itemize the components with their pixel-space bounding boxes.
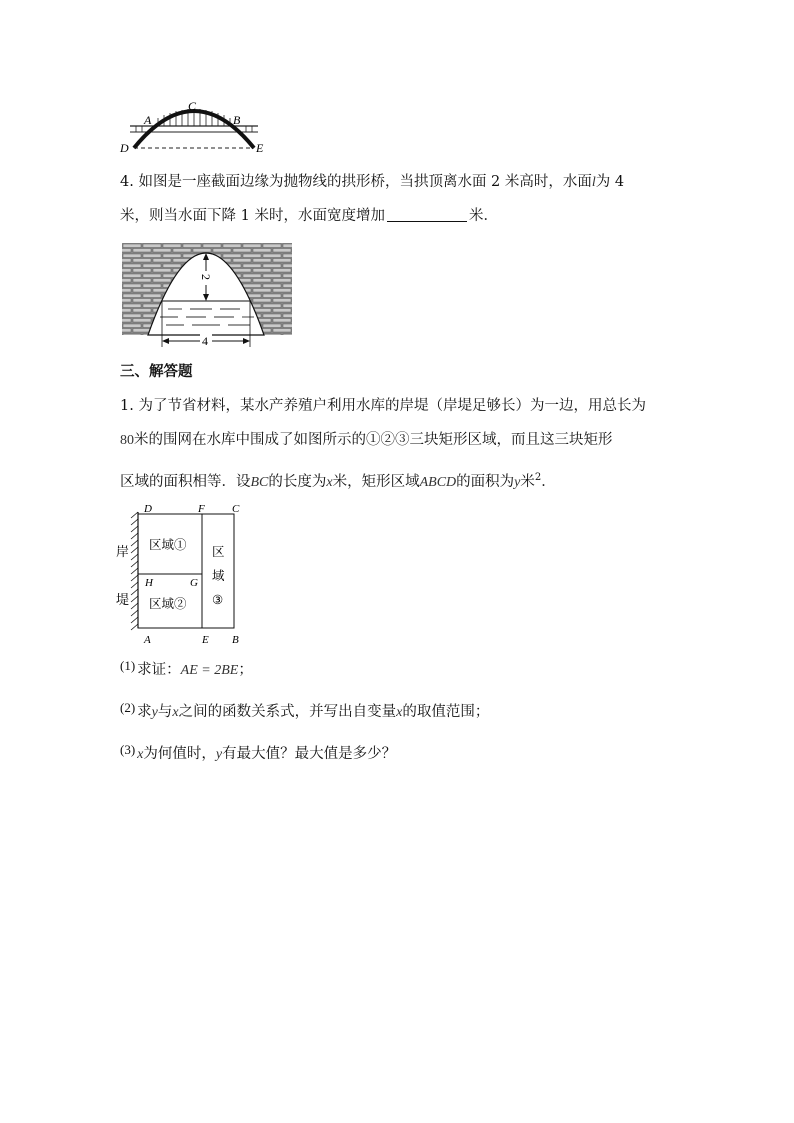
q4-text-c: 米，则当水面下降 1 米时，水面宽度增加 xyxy=(120,208,385,224)
q1-line2 xyxy=(120,430,613,451)
subq1-number: (1) xyxy=(120,658,136,673)
shore-label-top: 岸 xyxy=(116,544,130,559)
region3-char-2: 域 xyxy=(212,569,225,583)
subq1-math: AE = 2BE xyxy=(180,663,239,678)
subq1-text: 求证： xyxy=(137,662,181,678)
q1-total-length: 80 xyxy=(120,433,134,448)
region2-label: 区域② xyxy=(149,597,187,611)
subq2-var-y: y xyxy=(151,705,158,720)
q1-text-a: 区域的面积相等．设 xyxy=(120,474,251,490)
q1-text-d: 的面积为 xyxy=(456,474,515,490)
subq2-text-b: 与 xyxy=(157,704,173,720)
label-A: A xyxy=(144,113,152,127)
regions-figure xyxy=(116,500,252,648)
answer-blank[interactable] xyxy=(387,207,467,222)
q1-text-c: 米，矩形区域 xyxy=(332,474,420,490)
corner-D: D xyxy=(144,503,152,515)
label-D: D xyxy=(120,141,129,155)
q4-text-a: 4. 如图是一座截面边缘为抛物线的拱形桥，当拱顶离水面 2 米高时，水面 xyxy=(120,174,592,190)
q1-var-x: x xyxy=(326,475,333,490)
q4-text-b: 为 4 xyxy=(595,174,625,190)
subq1 xyxy=(120,660,253,681)
subq2-var-x: x xyxy=(172,705,179,720)
label-B: B xyxy=(233,113,241,127)
subq2-text-a: 求 xyxy=(137,704,152,720)
subq2-text-d: 的取值范围； xyxy=(402,704,490,720)
q1-var-abcd: ABCD xyxy=(419,475,457,490)
region1-label: 区域① xyxy=(149,538,187,552)
section-title: 三、解答题 xyxy=(120,363,193,380)
bridge-figure xyxy=(118,96,268,156)
label-E: E xyxy=(256,141,264,155)
subq3-text-b: 有最大值？最大值是多少？ xyxy=(222,746,397,762)
shore-label-bottom: 堤 xyxy=(116,592,130,607)
corner-H: H xyxy=(145,577,153,589)
subq3-var-x: x xyxy=(137,747,144,762)
height-label: 2 xyxy=(199,274,213,280)
q4-line1 xyxy=(120,172,624,193)
subq3-text-a: 为何值时， xyxy=(143,746,216,762)
subq1-end: ； xyxy=(238,662,253,678)
q1-text-b: 的长度为 xyxy=(268,474,327,490)
subq3-var-y: y xyxy=(215,747,223,762)
shore-hatching xyxy=(131,512,138,630)
subq3-number: (3) xyxy=(120,742,136,757)
width-arrow-head-right xyxy=(243,338,250,344)
corner-F: F xyxy=(198,503,205,515)
label-C: C xyxy=(188,99,197,113)
q1-superscript: 2 xyxy=(534,472,542,483)
q4-var-l: l xyxy=(591,175,596,190)
corner-B: B xyxy=(232,634,239,646)
corner-A: A xyxy=(144,634,151,646)
corner-C: C xyxy=(232,503,240,515)
width-label: 4 xyxy=(202,334,208,348)
corner-E: E xyxy=(202,634,209,646)
subq3 xyxy=(120,744,396,765)
q1-text-f: ． xyxy=(541,474,556,490)
subq2-number: (2) xyxy=(120,700,136,715)
subq2-text-c: 之间的函数关系式，并写出自变量 xyxy=(178,704,397,720)
corner-G: G xyxy=(190,577,198,589)
q1-line2-text: 米的围网在水库中围成了如图所示的①②③三块矩形区域，而且这三块矩形 xyxy=(134,432,613,448)
q4-text-d: 米． xyxy=(468,208,498,224)
q1-line3 xyxy=(120,472,556,494)
region3-char-3: ③ xyxy=(212,593,224,607)
subq2-var-x2: x xyxy=(396,705,403,720)
width-arrow-head-left xyxy=(162,338,169,344)
q1-text-e: 米 xyxy=(520,474,535,490)
subq2 xyxy=(120,702,489,723)
region3-char-1: 区 xyxy=(212,545,225,559)
q4-line2 xyxy=(120,206,498,226)
q1-var-bc: BC xyxy=(250,475,269,490)
q1-line1: 1. 为了节省材料，某水产养殖户利用水库的岸堤（岸堤足够长）为一边，用总长为 xyxy=(120,398,646,414)
q1-var-y: y xyxy=(514,475,521,490)
arch-figure xyxy=(122,243,292,349)
